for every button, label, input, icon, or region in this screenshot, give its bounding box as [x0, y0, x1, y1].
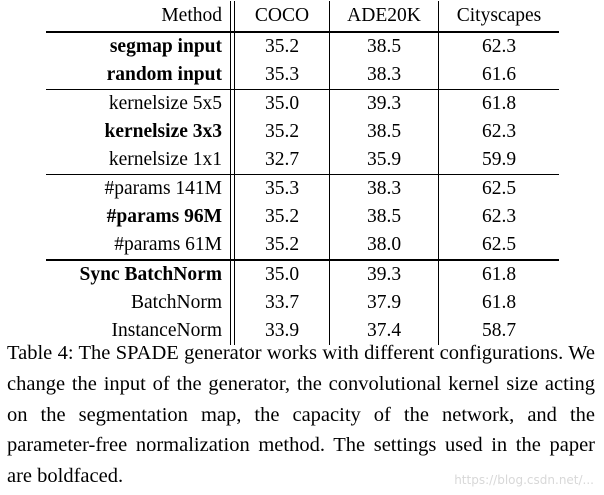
cell-cityscapes: 61.8 [439, 289, 560, 317]
cell-cityscapes: 62.5 [439, 175, 560, 204]
cell-cityscapes: 62.5 [439, 231, 560, 260]
cell-cityscapes: 58.7 [439, 317, 560, 345]
cell-cityscapes: 61.8 [439, 260, 560, 289]
cell-cityscapes: 62.3 [439, 203, 560, 231]
header-method: Method [46, 1, 231, 32]
table-row [46, 32, 559, 61]
cell-coco: 32.7 [235, 146, 330, 175]
cell-ade20k: 35.9 [330, 146, 439, 175]
header-cityscapes: Cityscapes [439, 1, 560, 32]
cell-ade20k: 38.5 [330, 32, 439, 61]
header-coco: COCO [235, 1, 330, 32]
table-row [46, 146, 559, 175]
table-row [46, 289, 559, 317]
cell-coco: 33.7 [264, 292, 300, 313]
table-row [46, 61, 559, 90]
results-table [46, 1, 559, 345]
table-header-row [46, 1, 559, 32]
table-row [46, 260, 559, 289]
cell-coco: 33.9 [264, 320, 300, 341]
cell-coco: 35.0 [264, 93, 300, 114]
cell-method: kernelsize 3x3 [104, 121, 222, 142]
cell-ade20k: 39.3 [330, 260, 439, 289]
cell-cityscapes: 61.8 [439, 90, 560, 119]
table-row [46, 175, 559, 204]
cell-method: InstanceNorm [111, 320, 222, 341]
table-row [46, 231, 559, 260]
cell-method: Sync BatchNorm [79, 264, 222, 285]
cell-method: #params 96M [106, 206, 222, 227]
cell-ade20k: 38.3 [330, 61, 439, 90]
cell-cityscapes: 59.9 [439, 146, 560, 175]
cell-coco: 35.2 [264, 206, 300, 227]
header-ade20k: ADE20K [330, 1, 439, 32]
table-row [46, 118, 559, 146]
cell-ade20k: 38.3 [330, 175, 439, 204]
cell-coco: 35.3 [264, 178, 300, 199]
cell-coco: 35.2 [264, 121, 300, 142]
cell-cityscapes: 61.6 [439, 61, 560, 90]
cell-ade20k: 37.9 [330, 289, 439, 317]
cell-ade20k: 38.0 [330, 231, 439, 260]
cell-cityscapes: 62.3 [439, 118, 560, 146]
watermark: https://blog.csdn.net/... [454, 473, 594, 487]
cell-method: random input [46, 61, 231, 90]
table-body [46, 32, 559, 345]
cell-ade20k: 38.5 [330, 118, 439, 146]
cell-ade20k: 37.4 [330, 317, 439, 345]
cell-coco: 35.3 [235, 61, 330, 90]
table-row [46, 90, 559, 119]
cell-method: #params 61M [46, 231, 231, 260]
cell-cityscapes: 62.3 [439, 32, 560, 61]
cell-coco: 35.0 [264, 264, 300, 285]
cell-coco: 35.2 [264, 36, 300, 57]
cell-method: segmap input [109, 36, 222, 57]
table-row [46, 203, 559, 231]
table-caption: Table 4: The SPADE generator works with different configurations. We change the input of the generator, the convolutional kernel size acting on the segmentation map, the capacity of the network, and the parameter-free normalization method. The settings used in the paper are boldfaced. [7, 342, 595, 488]
cell-method: BatchNorm [131, 292, 222, 313]
cell-ade20k: 39.3 [330, 90, 439, 119]
cell-ade20k: 38.5 [330, 203, 439, 231]
cell-method: #params 141M [104, 178, 222, 199]
cell-method: kernelsize 5x5 [108, 93, 222, 114]
cell-coco: 35.2 [235, 231, 330, 260]
cell-method: kernelsize 1x1 [46, 146, 231, 175]
